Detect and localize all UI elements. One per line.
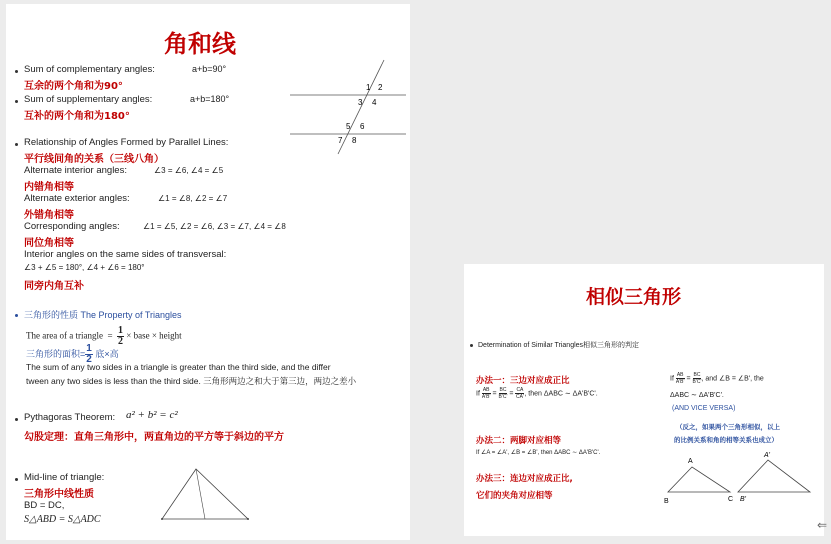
vertex-B: B bbox=[664, 498, 669, 505]
bullet bbox=[15, 100, 18, 103]
area-formula-en: The area of a triangle = $\frac{1}{2}$ × base × height bbox=[26, 325, 182, 347]
alt-exterior-cn: 外错角相等 bbox=[24, 210, 74, 221]
corresponding-label: Corresponding angles: bbox=[24, 221, 120, 232]
sas-conclusion: ΔABC ∼ ΔA'B'C'. bbox=[670, 392, 724, 399]
alt-interior-label: Alternate interior angles: bbox=[24, 165, 127, 176]
triangle-property-heading: 三角形的性质 The Property of Triangles bbox=[24, 310, 182, 320]
angle-label-8: 8 bbox=[352, 136, 357, 145]
vertex-C: C bbox=[728, 496, 734, 503]
note-line1: （反之，如果两个三角形相似，以上 bbox=[676, 424, 780, 431]
supplementary-label: Sum of supplementary angles: bbox=[24, 94, 153, 105]
determination-heading: Determination of Similar Triangles相似三角形的判定 bbox=[478, 342, 640, 349]
midline-triangle-diagram bbox=[156, 464, 256, 526]
bullet bbox=[15, 70, 18, 73]
midline-eq1: BD = DC, bbox=[24, 500, 65, 511]
bullet bbox=[15, 478, 18, 481]
parallel-heading: Relationship of Angles Formed by Parallel Lines: bbox=[24, 137, 229, 148]
corresponding-cn: 同位角相等 bbox=[24, 238, 74, 249]
supplementary-cn: 互补的两个角和为180° bbox=[24, 111, 130, 122]
angle-label-3: 3 bbox=[358, 98, 363, 107]
method3-title-2: 它们的夹角对应相等 bbox=[476, 491, 553, 501]
bullet bbox=[15, 314, 18, 317]
complementary-eq: a+b=90° bbox=[192, 64, 227, 74]
note-line2: 的比例关系和角的相等关系也成立） bbox=[674, 437, 778, 444]
pythagoras-cn: 勾股定理：直角三角形中，两直角边的平方等于斜边的平方 bbox=[24, 432, 284, 443]
pythagoras-eq: a² + b² = c² bbox=[126, 409, 178, 421]
vertex-A: A bbox=[688, 458, 693, 465]
triangle-sides-line1: The sum of any two sides in a triangle is greater than the third side, and the differ bbox=[26, 362, 331, 372]
complementary-cn: 互余的两个角和为90° bbox=[24, 81, 123, 92]
angle-label-6: 6 bbox=[360, 122, 365, 131]
midline-label: Mid-line of triangle: bbox=[24, 472, 105, 483]
alt-interior-cn: 内错角相等 bbox=[24, 182, 74, 193]
parallel-lines-diagram bbox=[288, 56, 408, 156]
back-arrow-icon[interactable]: ⇐ bbox=[816, 518, 827, 532]
alt-exterior-eq: ∠1 = ∠8, ∠2 = ∠7 bbox=[158, 194, 228, 203]
bullet bbox=[15, 143, 18, 146]
angle-label-7: 7 bbox=[338, 136, 343, 145]
same-side-eq: ∠3 + ∠5 = 180°, ∠4 + ∠6 = 180° bbox=[24, 263, 145, 272]
vertex-B-prime: B' bbox=[740, 496, 747, 503]
alt-interior-eq: ∠3 = ∠6, ∠4 = ∠5 bbox=[154, 166, 224, 175]
sas-condition: If $\frac{AB}{A'B'}$ = $\frac{BC}{B'C'}$, and ∠B = ∠B', the bbox=[670, 372, 764, 385]
area-formula-cn: 三角形的面积= $\frac{1}{2}$ 底×高 bbox=[26, 343, 119, 365]
same-side-label: Interior angles on the same sides of transversal: bbox=[24, 249, 227, 260]
triangle-sides-line2: tween any two sides is less than the third side. 三角形两边之和大于第三边，两边之差小 bbox=[26, 376, 357, 386]
slide-title: 相似三角形 bbox=[586, 286, 682, 308]
angle-label-2: 2 bbox=[378, 83, 383, 92]
method2-title: 办法二：两脚对应相等 bbox=[476, 436, 562, 446]
vice-versa: (AND VICE VERSA) bbox=[672, 405, 736, 412]
method3-title-1: 办法三：连边对应成正比, bbox=[476, 474, 573, 484]
slide-angles-and-lines bbox=[6, 4, 410, 540]
method1-formula: If $\frac{AB}{A'B'}$ = $\frac{BC}{B'C'}$ = $\frac{CA}{CA'}$, then ΔABC ∼ ΔA'B'C'. bbox=[476, 387, 598, 400]
bullet bbox=[470, 344, 473, 347]
parallel-heading-cn: 平行线间角的关系（三线八角） bbox=[24, 154, 164, 165]
midline-eq2: S△ABD = S△ADC bbox=[24, 514, 101, 525]
complementary-label: Sum of complementary angles: bbox=[24, 64, 155, 75]
method1-title: 办法一：三边对应成正比 bbox=[476, 376, 570, 386]
slide-similar-triangles bbox=[464, 264, 824, 536]
vertex-A-prime: A' bbox=[764, 452, 771, 459]
pythagoras-label: Pythagoras Theorem: bbox=[24, 412, 116, 423]
angle-label-4: 4 bbox=[372, 98, 377, 107]
midline-cn: 三角形中线性质 bbox=[24, 489, 94, 500]
bullet bbox=[15, 418, 18, 421]
method2-formula: If ∠A = ∠A', ∠B = ∠B', then ΔABC ∼ ΔA'B'C'. bbox=[476, 450, 601, 456]
angle-label-1: 1 bbox=[366, 83, 371, 92]
corresponding-eq: ∠1 = ∠5, ∠2 = ∠6, ∠3 = ∠7, ∠4 = ∠8 bbox=[143, 222, 286, 231]
slide-title: 角和线 bbox=[164, 30, 236, 58]
angle-label-5: 5 bbox=[346, 122, 351, 131]
same-side-cn: 同旁内角互补 bbox=[24, 281, 84, 292]
alt-exterior-label: Alternate exterior angles: bbox=[24, 193, 130, 204]
supplementary-eq: a+b=180° bbox=[190, 94, 230, 104]
similar-triangles-diagram bbox=[660, 450, 820, 506]
